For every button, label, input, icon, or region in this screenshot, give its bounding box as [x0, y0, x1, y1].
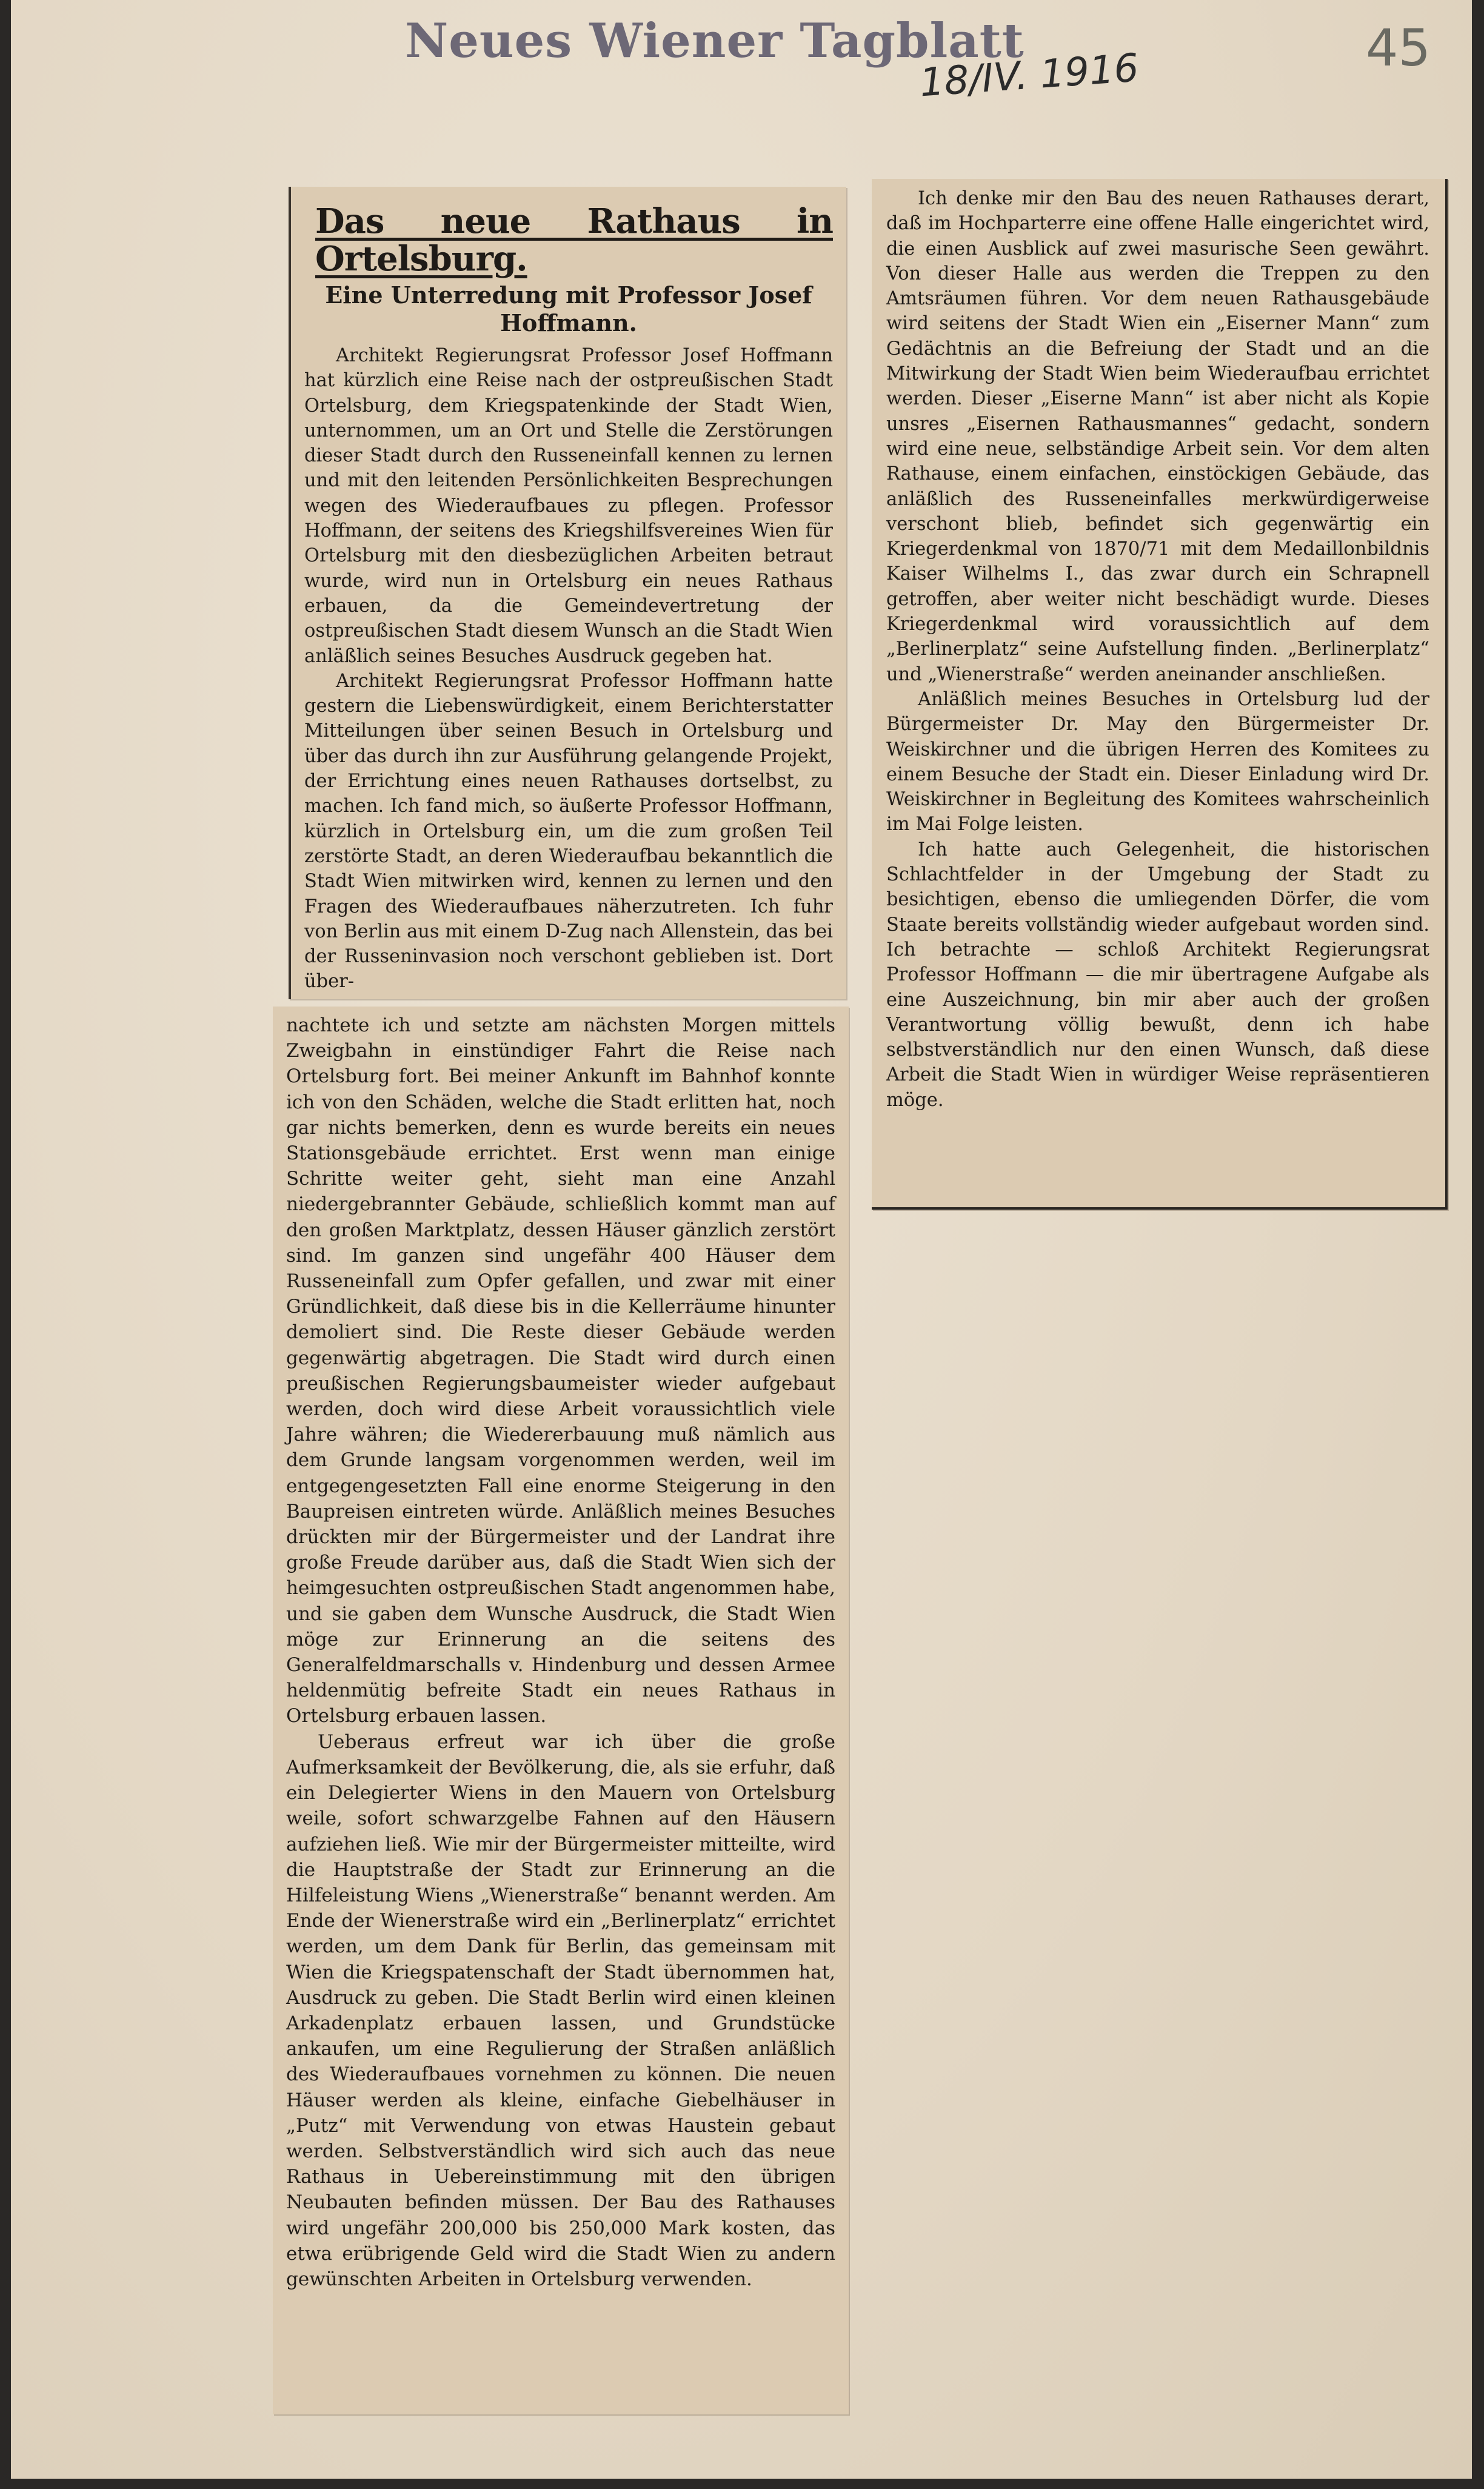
newspaper-stamp: Neues Wiener Tagblatt — [405, 13, 1024, 69]
handwritten-date: 18/IV. 1916 — [918, 45, 1140, 106]
clipping-column-1 — [289, 187, 846, 999]
paragraph: Ueberaus erfreut war ich über die große Aufmerksamkeit der Bevölkerung, die, als sie erfuhr, daß ein Delegierter Wiens in den Mauern von Ortelsburg weile, sofort schwarzgelbe Fahnen auf den Häusern aufziehen ließ. Wie mir der Bürgermeister mitteilte, wird die Hauptstraße der Stadt zur Erinnerung an die Hilfeleistung Wiens „Wienerstraße“ benannt werden. Am Ende der Wienerstraße wird ein „Berlinerplatz“ errichtet werden, um dem Dank für Berlin, das gemeinsam mit Wien die Kriegspatenschaft der Stadt übernommen hat, Ausdruck zu geben. Die Stadt Berlin wird einen kleinen Arkadenplatz erbauen lassen, und Grundstücke ankaufen, um eine Regulierung der Straßen anläßlich des Wiederaufbaues vornehmen zu können. Die neuen Häuser werden als kleine, einfache Giebelhäuser in „Putz“ mit Verwendung von etwas Haustein gebaut werden. Selbstverständlich wird sich auch das neue Rathaus in Uebereinstimmung mit den übrigen Neubauten befinden müssen. Der Bau des Rathauses wird ungefähr 200,000 bis 250,000 Mark kosten, das etwa erübrigende Geld wird die Stadt Wien zu andern gewünschten Arbeiten in Ortelsburg verwenden. — [286, 1730, 835, 2290]
paragraph: nachtete ich und setzte am nächsten Morgen mittels Zweigbahn in einstündiger Fahrt die Reise nach Ortelsburg fort. Bei meiner Ankunft im Bahnhof konnte ich von den Schäden, welche die Stadt erlitten hat, noch gar nichts bemerken, denn es wurde bereits ein neues Stationsgebäude errichtet. Erst wenn man einige Schritte weiter geht, sieht man eine Anzahl niedergebrannter Gebäude, schließlich kommt man auf den großen Marktplatz, dessen Häuser gänzlich zerstört sind. Im ganzen sind ungefähr 400 Häuser dem Russeneinfall zum Opfer gefallen, und zwar mit einer Gründlichkeit, daß diese bis in die Kellerräume hinunter demoliert sind. Die Reste dieser Gebäude werden gegenwärtig abgetragen. Die Stadt wird durch einen preußischen Regierungsbaumeister wieder aufgebaut werden, doch wird diese Arbeit voraussichtlich viele Jahre währen; die Wiedererbauung muß nämlich aus dem Grunde langsam vorgenommen werden, weil im entgegengesetzten Fall eine enorme Steigerung in den Baupreisen eintreten würde. Anläßlich meines Besuches drückten mir der Bürgermeister und der Landrat ihre große Freude darüber aus, daß die Stadt Wien sich der heimgesuchten ostpreußischen Stadt angenommen habe, und sie gaben dem Wunsche Ausdruck, die Stadt Wien möge zur Erinnerung an die seitens des Generalfeldmarschalls v. Hindenburg und dessen Armee heldenmütig befreite Stadt ein neues Rathaus in Ortelsburg erbauen lassen. — [286, 1014, 835, 1727]
paragraph: Ich denke mir den Bau des neuen Rathauses derart, daß im Hochparterre eine offene Halle eingerichtet wird, die einen Ausblick auf zwei masurische Seen gewährt. Von dieser Halle aus werden die Treppen zu den Amtsräumen führen. Vor dem neuen Rathausgebäude wird seitens der Stadt Wien ein „Eiserner Mann“ zum Gedächtnis an die Befreiung der Stadt und an die Mitwirkung der Stadt Wien beim Wiederaufbau errichtet werden. Dieser „Eiserne Mann“ ist aber nicht als Kopie unsres „Eisernen Rathausmannes“ gedacht, sondern wird eine neue, selbständige Arbeit sein. Vor dem alten Rathause, einem einfachen, einstöckigen Gebäude, das anläßlich des Russeneinfalles merkwürdigerweise verschont blieb, befindet sich gegenwärtig ein Kriegerdenkmal von 1870/71 mit dem Medaillonbildnis Kaiser Wilhelms I., das zwar durch ein Schrapnell getroffen, aber weiter nicht beschädigt wurde. Dieses Kriegerdenkmal wird voraussichtlich auf dem „Berlinerplatz“ seine Aufstellung finden. „Berlinerplatz“ und „Wienerstraße“ werden aneinander anschließen. — [886, 188, 1429, 685]
folio-number: 45 — [1366, 18, 1431, 78]
article-subhead: Eine Unterredung mit Professor Josef Hoffmann. — [325, 281, 812, 337]
paragraph: Anläßlich meines Besuches in Ortelsburg lud der Bürgermeister Dr. May den Bürgermeister Dr. Weiskirchner und die übrigen Herren des Komitees zu einem Besuche der Stadt ein. Dieser Einladung wird Dr. Weiskirchner in Begleitung des Komitees wahrscheinlich im Mai Folge leisten. — [886, 688, 1429, 836]
clipping-column-2 — [273, 1007, 849, 2414]
article-headline: Das neue Rathaus in Ortelsburg. — [315, 201, 833, 279]
paragraph: Architekt Regierungsrat Professor Hoffmann hatte gestern die Liebenswürdigkeit, einem Berichterstatter Mitteilungen über seinen Besuch in Ortelsburg und über das durch ihn zur Ausführung gelangende Projekt, der Errichtung eines neuen Rathauses dortselbst, zu machen. Ich fand mich, so äußerte Professor Hoffmann, kürzlich in Ortelsburg ein, um die zum großen Teil zerstörte Stadt, an deren Wiederaufbau bekanntlich die Stadt Wien mitwirken wird, kennen zu lernen und den Fragen des Wiederaufbaues näherzutreten. Ich fuhr von Berlin aus mit einem D-Zug nach Allenstein, das bei der Russeninvasion noch verschont geblieben ist. Dort über- — [304, 670, 833, 993]
archive-sheet — [11, 0, 1472, 2479]
clipping-column-3 — [872, 179, 1448, 1210]
paragraph: Ich hatte auch Gelegenheit, die historischen Schlachtfelder in der Umgebung der Stadt zu besichtigen, ebenso die umliegenden Dörfer, die vom Staate bereits vollständig wieder aufgebaut worden sind. Ich betrachte — schloß Architekt Regierungsrat Professor Hoffmann — die mir übertragene Aufgabe als eine Auszeichnung, bin mir aber auch der großen Verantwortung völlig bewußt, denn ich habe selbstverständlich nur den einen Wunsch, daß diese Arbeit die Stadt Wien in würdiger Weise repräsentieren möge. — [886, 839, 1429, 1111]
paragraph: Architekt Regierungsrat Professor Josef Hoffmann hat kürzlich eine Reise nach der ostpreußischen Stadt Ortelsburg, dem Kriegspatenkinde der Stadt Wien, unternommen, um an Ort und Stelle die Zerstörungen dieser Stadt durch den Russeneinfall kennen zu lernen und mit den leitenden Persönlichkeiten Besprechungen wegen des Wiederaufbaues zu pflegen. Professor Hoffmann, der seitens des Kriegshilfsvereines Wien für Ortelsburg mit den diesbezüglichen Arbeiten betraut wurde, wird nun in Ortelsburg ein neues Rathaus erbauen, da die Gemeindevertretung der ostpreußischen Stadt diesem Wunsch an die Stadt Wien anläßlich seines Besuches Ausdruck gegeben hat. — [304, 345, 833, 667]
